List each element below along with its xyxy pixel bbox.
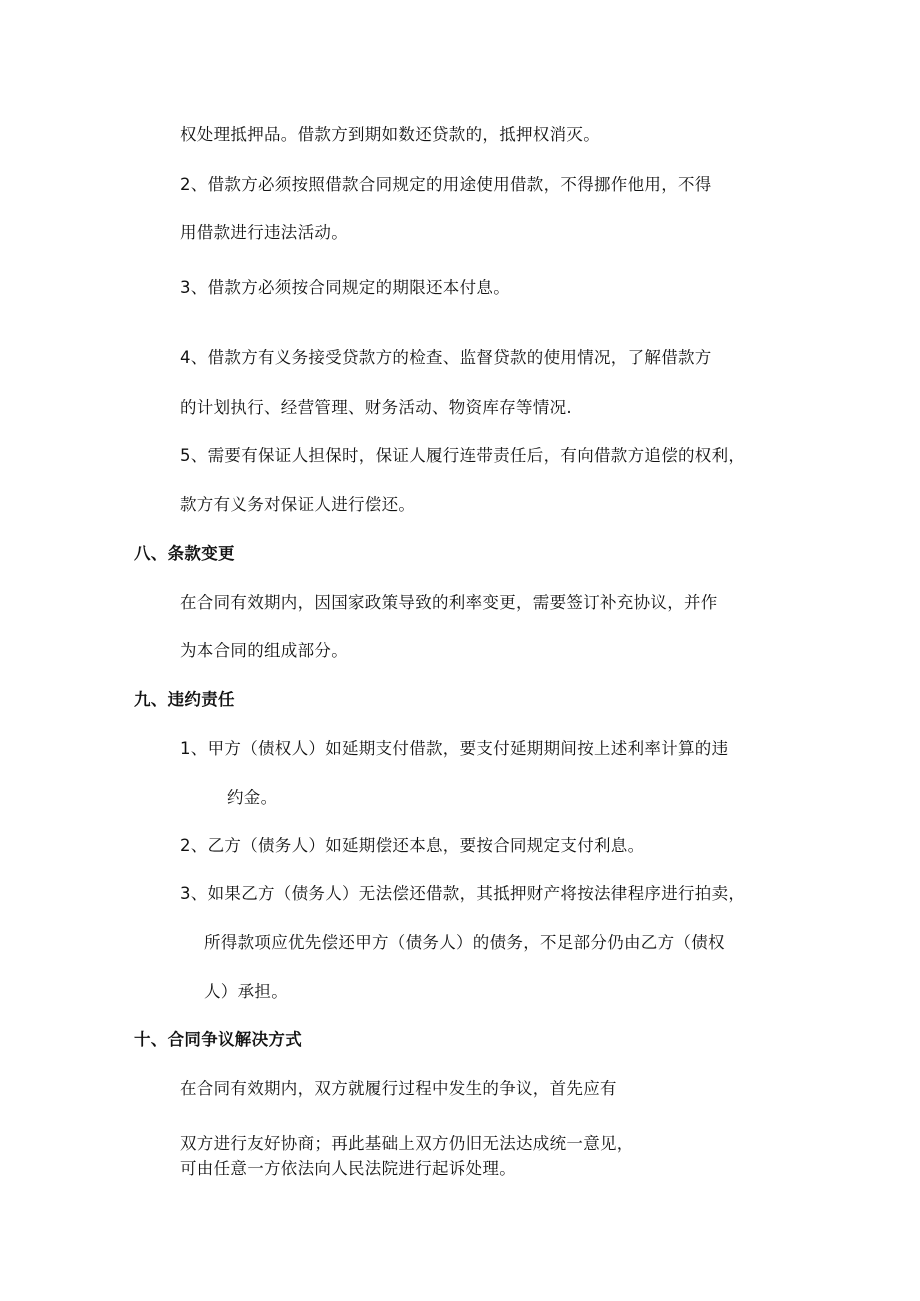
list-item-line: 约金。 <box>227 788 278 807</box>
list-item-line: 1、甲方（债权人）如延期支付借款，要支付延期期间按上述利率计算的违 <box>180 739 729 758</box>
list-item-line: 人）承担。 <box>204 982 288 1001</box>
section-heading: 九、违约责任 <box>134 690 235 709</box>
list-item-line: 所得款项应优先偿还甲方（债务人）的债务，不足部分仍由乙方（债权 <box>204 933 725 952</box>
paragraph-line: 3、借款方必须按合同规定的期限还本付息。 <box>180 278 510 297</box>
paragraph-line: 款方有义务对保证人进行偿还。 <box>180 495 416 514</box>
section-heading: 十、合同争议解决方式 <box>134 1030 302 1049</box>
paragraph-line: 5、需要有保证人担保时，保证人履行连带责任后，有向借款方追偿的权利， <box>180 446 746 465</box>
list-item-line: 3、如果乙方（债务人）无法偿还借款，其抵押财产将按法律程序进行拍卖， <box>180 884 746 903</box>
paragraph-line: 的计划执行、经营管理、财务活动、物资库存等情况. <box>180 398 572 417</box>
paragraph-line: 权处理抵押品。借款方到期如数还贷款的，抵押权消灭。 <box>180 125 600 144</box>
paragraph-line: 双方进行友好协商；再此基础上双方仍旧无法达成统一意见， <box>180 1134 634 1153</box>
paragraph-line: 在合同有效期内，因国家政策导致的利率变更，需要签订补充协议，并作 <box>180 593 718 612</box>
section-heading: 八、条款变更 <box>134 544 235 563</box>
paragraph-line: 可由任意一方依法向人民法院进行起诉处理。 <box>180 1159 516 1178</box>
paragraph-line: 4、借款方有义务接受贷款方的检查、监督贷款的使用情况，了解借款方 <box>180 348 712 367</box>
paragraph-line: 在合同有效期内，双方就履行过程中发生的争议，首先应有 <box>180 1079 617 1098</box>
list-item-line: 2、乙方（债务人）如延期偿还本息，要按合同规定支付利息。 <box>180 836 645 855</box>
paragraph-line: 2、借款方必须按照借款合同规定的用途使用借款，不得挪作他用，不得 <box>180 175 712 194</box>
paragraph-line: 为本合同的组成部分。 <box>180 641 348 660</box>
paragraph-line: 用借款进行违法活动。 <box>180 223 348 242</box>
